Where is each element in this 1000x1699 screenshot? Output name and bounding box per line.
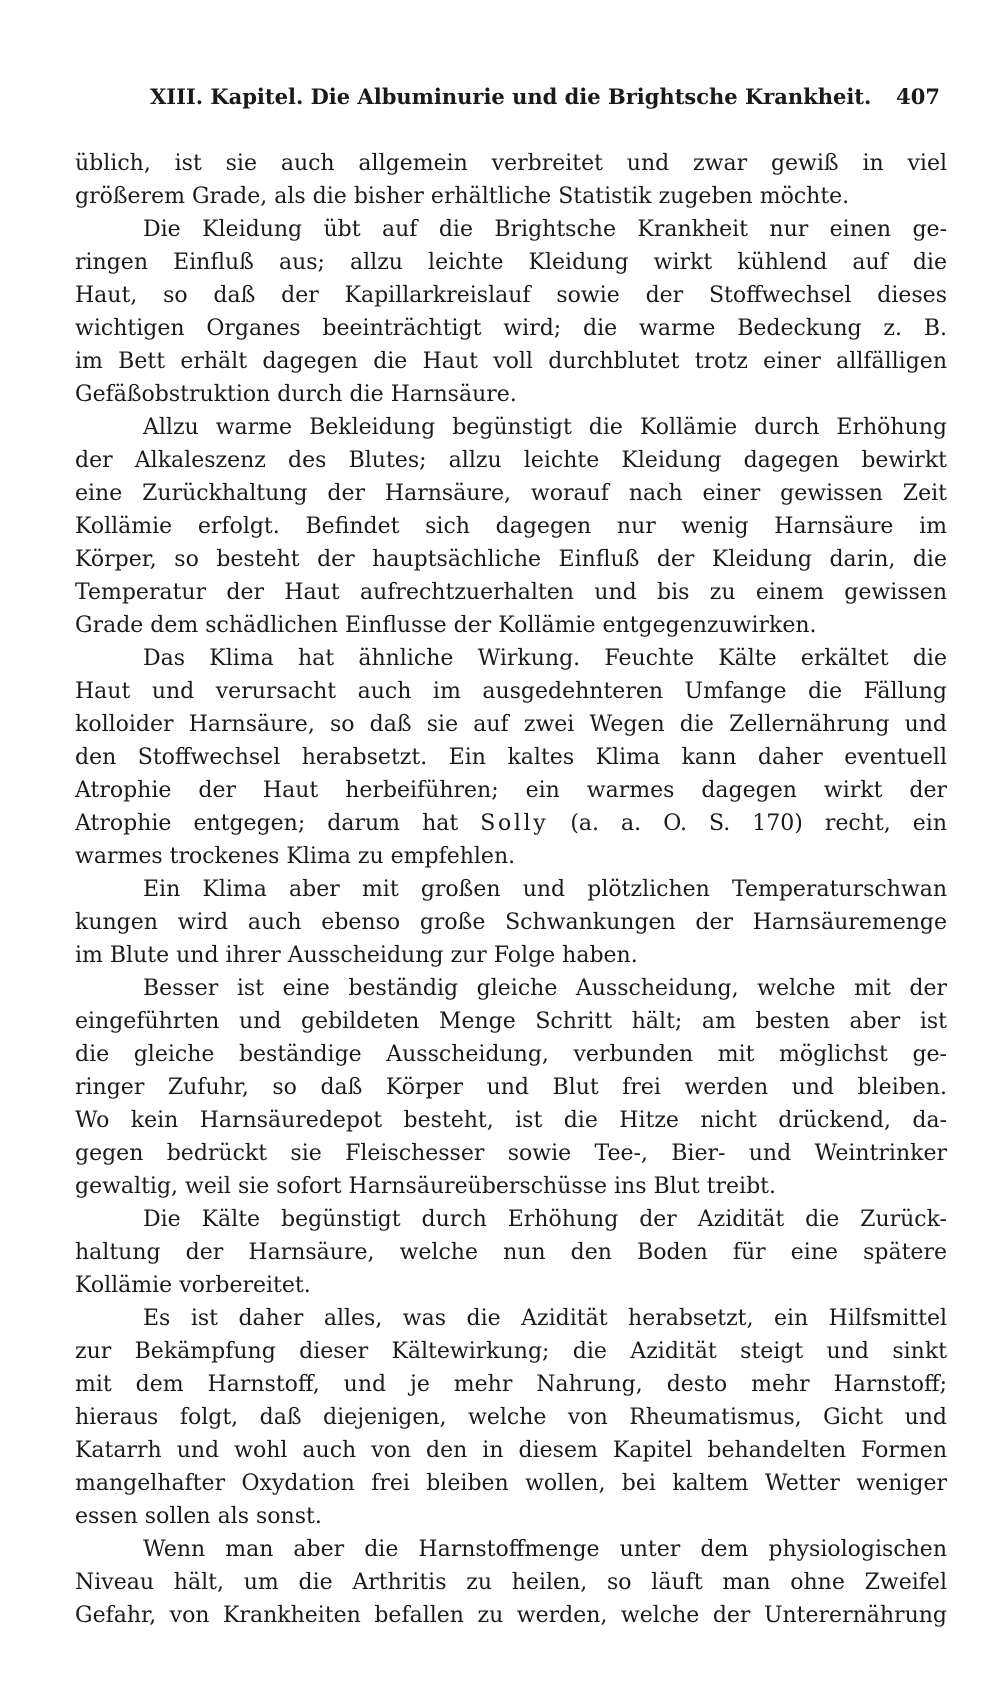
text-line: hieraus folgt, daß diejenigen, welche von Rheumatismus, Gicht und: [75, 1405, 947, 1430]
text-line: größerem Grade, als die bisher erhältliche Statistik zugeben möchte.: [75, 184, 850, 209]
text-line: Körper, so besteht der hauptsächliche Einfluß der Kleidung darin, die: [75, 547, 947, 572]
page-number: 407: [896, 84, 940, 109]
text-line: Besser ist eine beständig gleiche Ausscheidung, welche mit der: [143, 976, 947, 1001]
text-line: essen sollen als sonst.: [75, 1504, 322, 1529]
running-head: [150, 84, 940, 114]
body-text: [75, 147, 947, 1632]
text-line: Wenn man aber die Harnstoffmenge unter dem physiologischen: [143, 1537, 947, 1562]
text-line: Kollämie erfolgt. Befindet sich dagegen nur wenig Harnsäure im: [75, 514, 947, 539]
text-line: Haut, so daß der Kapillarkreislauf sowie der Stoffwechsel dieses: [75, 283, 947, 308]
text-line: Die Kleidung übt auf die Brightsche Krankheit nur einen ge-: [143, 217, 947, 242]
text-line: im Blute und ihrer Ausscheidung zur Folge haben.: [75, 943, 638, 968]
text-line: mangelhafter Oxydation frei bleiben wollen, bei kaltem Wetter weniger: [75, 1471, 947, 1496]
text-line: gewaltig, weil sie sofort Harnsäureüberschüsse ins Blut treibt.: [75, 1174, 777, 1199]
text-line: warmes trockenes Klima zu empfehlen.: [75, 844, 516, 869]
text-line: kolloider Harnsäure, so daß sie auf zwei Wegen die Zellernährung und: [75, 712, 947, 737]
text-line: Niveau hält, um die Arthritis zu heilen, so läuft man ohne Zweifel: [75, 1570, 947, 1595]
text-line: ringen Einfluß aus; allzu leichte Kleidung wirkt kühlend auf die: [75, 250, 947, 275]
text-line: Das Klima hat ähnliche Wirkung. Feuchte Kälte erkältet die: [143, 646, 947, 671]
text-line: Es ist daher alles, was die Azidität herabsetzt, ein Hilfsmittel: [143, 1306, 947, 1331]
text-line: kungen wird auch ebenso große Schwankungen der Harnsäuremenge: [75, 910, 947, 935]
text-line: die gleiche beständige Ausscheidung, verbunden mit möglichst ge-: [75, 1042, 947, 1067]
text-line: im Bett erhält dagegen die Haut voll durchblutet trotz einer allfälligen: [75, 349, 947, 374]
text-line: ringer Zufuhr, so daß Körper und Blut frei werden und bleiben.: [75, 1075, 947, 1100]
text-line: Grade dem schädlichen Einflusse der Kollämie entgegenzuwirken.: [75, 613, 817, 638]
chapter-running-title: XIII. Kapitel. Die Albuminurie und die Brightsche Krankheit.: [150, 84, 872, 109]
text-line: üblich, ist sie auch allgemein verbreitet und zwar gewiß in viel: [75, 151, 947, 176]
text-line-start: Atrophie entgegen; darum hat: [75, 811, 459, 836]
text-line: der Alkaleszenz des Blutes; allzu leichte Kleidung dagegen bewirkt: [75, 448, 947, 473]
text-line: zur Bekämpfung dieser Kältewirkung; die Azidität steigt und sinkt: [75, 1339, 947, 1364]
text-line: Die Kälte begünstigt durch Erhöhung der Azidität die Zurück-: [143, 1207, 947, 1232]
text-line: mit dem Harnstoff, und je mehr Nahrung, desto mehr Harnstoff;: [75, 1372, 947, 1397]
text-line: gegen bedrückt sie Fleischesser sowie Tee-, Bier- und Weintrinker: [75, 1141, 947, 1166]
text-line: Allzu warme Bekleidung begünstigt die Kollämie durch Erhöhung: [143, 415, 947, 440]
text-line: eine Zurückhaltung der Harnsäure, worauf nach einer gewissen Zeit: [75, 481, 947, 506]
citation-reference: (a. a. O. S. 170) recht, ein: [570, 811, 947, 836]
text-line: Ein Klima aber mit großen und plötzlichen Temperaturschwan: [143, 877, 947, 902]
text-line: Atrophie der Haut herbeiführen; ein warmes dagegen wirkt der: [75, 778, 947, 803]
text-line: wichtigen Organes beeinträchtigt wird; die warme Bedeckung z. B.: [75, 316, 947, 341]
text-line: Wo kein Harnsäuredepot besteht, ist die Hitze nicht drückend, da-: [75, 1108, 947, 1133]
text-line: eingeführten und gebildeten Menge Schritt hält; am besten aber ist: [75, 1009, 947, 1034]
text-line: Gefahr, von Krankheiten befallen zu werden, welche der Unterernährung: [75, 1603, 947, 1628]
text-line: haltung der Harnsäure, welche nun den Boden für eine spätere: [75, 1240, 947, 1265]
text-line: Kollämie vorbereitet.: [75, 1273, 311, 1298]
text-line: Gefäßobstruktion durch die Harnsäure.: [75, 382, 517, 407]
cited-author: Solly: [480, 811, 549, 836]
text-line: Haut und verursacht auch im ausgedehnteren Umfange die Fällung: [75, 679, 947, 704]
text-line: Katarrh und wohl auch von den in diesem Kapitel behandelten Formen: [75, 1438, 947, 1463]
text-line: den Stoffwechsel herabsetzt. Ein kaltes Klima kann daher eventuell: [75, 745, 947, 770]
text-line-with-citation: [75, 807, 947, 840]
text-line: Temperatur der Haut aufrechtzuerhalten und bis zu einem gewissen: [75, 580, 947, 605]
